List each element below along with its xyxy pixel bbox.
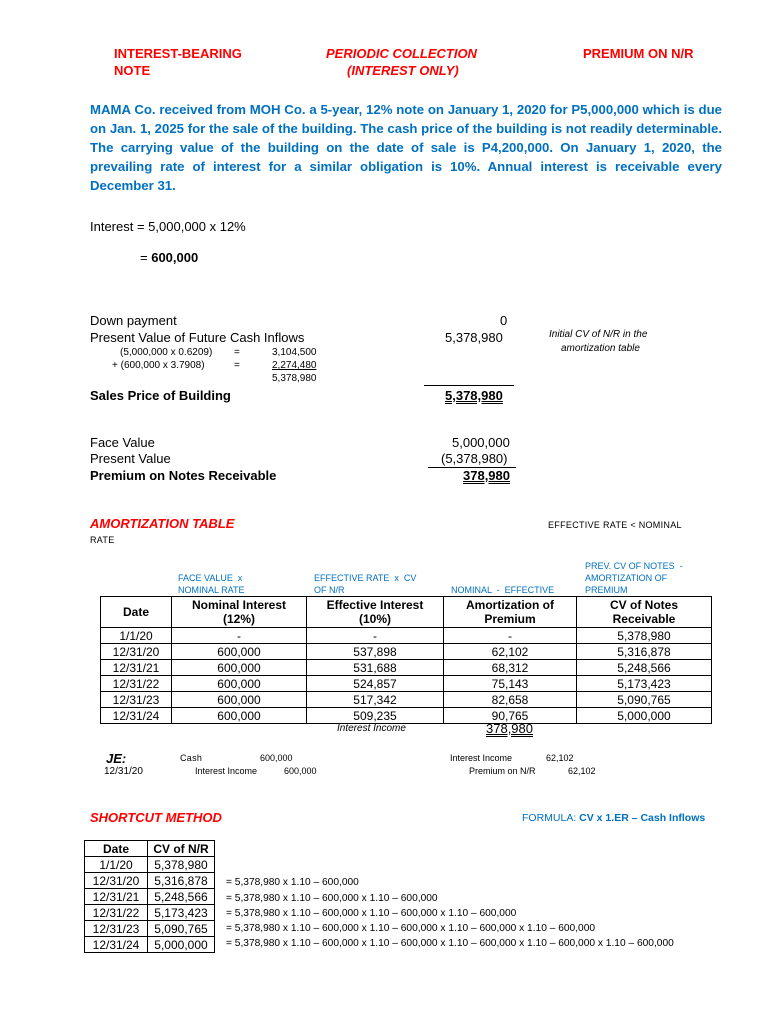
hint-cv: PREV. CV OF NOTES - AMORTIZATION OF PREMIUM — [585, 561, 683, 595]
je-left-dr-account: Cash — [180, 753, 203, 763]
header-center-line2: (INTEREST ONLY) — [347, 63, 459, 78]
shortcut-formula: FORMULA: CV x 1.ER – Cash Inflows — [522, 812, 706, 824]
cell-amortization: 75,143 — [444, 676, 577, 692]
shortcut-formula-line: = 5,378,980 x 1.10 – 600,000 x 1.10 – 600,000 — [226, 893, 438, 904]
cell-cv: 5,090,765 — [148, 921, 215, 937]
cv-note-line2: amortization table — [561, 343, 640, 354]
cell-nominal: 600,000 — [172, 660, 307, 676]
calc-total: 5,378,980 — [272, 373, 317, 384]
cell-nominal: 600,000 — [172, 692, 307, 708]
cell-cv: 5,173,423 — [577, 676, 712, 692]
cell-date: 12/31/21 — [101, 660, 172, 676]
face-value-label: Face Value — [90, 435, 155, 450]
sales-price-label: Sales Price of Building — [90, 388, 231, 403]
cell-date: 12/31/24 — [101, 708, 172, 724]
cell-cv: 5,378,980 — [148, 857, 215, 873]
table-row — [85, 905, 215, 921]
cell-cv: 5,378,980 — [577, 628, 712, 644]
je-right-cr-amount: 62,102 — [568, 766, 596, 776]
problem-statement: MAMA Co. received from MOH Co. a 5-year, 12% note on January 1, 2020 for P5,000,000 which is due on Jan. 1, 2025 for the sale of the building. The cash price of the building is not readily determinable. The carrying value of the building on the date of sale is P4,200,000. On January 1, 2020, the prevailing rate of interest for a similar obligation is 10%. Annual interest is receivable every December 31. — [90, 102, 722, 193]
table-row — [101, 676, 712, 692]
cell-date: 12/31/22 — [85, 905, 148, 921]
present-value-label: Present Value — [90, 451, 171, 466]
je-left-cr-account: Interest Income — [195, 766, 258, 776]
calc2-label: + (600,000 x 3.7908) — [112, 360, 205, 371]
cell-effective: 531,688 — [307, 660, 444, 676]
cell-date: 12/31/23 — [85, 921, 148, 937]
header-right: PREMIUM ON N/R — [583, 46, 694, 61]
header-left-line2: NOTE — [114, 63, 151, 78]
je-right-cr-account: Premium on N/R — [469, 766, 536, 776]
cell-date: 12/31/20 — [85, 873, 148, 889]
cell-nominal: 600,000 — [172, 676, 307, 692]
hint-nominal: FACE VALUE x NOMINAL RATE — [178, 573, 245, 595]
table-row — [85, 873, 215, 889]
shortcut-formula-line: = 5,378,980 x 1.10 – 600,000 x 1.10 – 600,000 x 1.10 – 600,000 x 1.10 – 600,000 — [226, 923, 596, 934]
col-date: Date — [85, 841, 148, 857]
cell-date: 1/1/20 — [101, 628, 172, 644]
col-date: Date — [101, 597, 172, 628]
calc2-eq: = — [234, 360, 240, 371]
shortcut-formula-line: = 5,378,980 x 1.10 – 600,000 x 1.10 – 600,000 x 1.10 – 600,000 x 1.10 – 600,000 x 1.10 – 600,000 — [226, 938, 674, 949]
col-amortization: Amortization of Premium — [444, 597, 577, 628]
cell-date: 12/31/21 — [85, 889, 148, 905]
cell-cv: 5,248,566 — [577, 660, 712, 676]
col-effective-interest: Effective Interest (10%) — [307, 597, 444, 628]
cell-amortization: 82,658 — [444, 692, 577, 708]
pv-value: 5,378,980 — [445, 330, 503, 345]
cell-date: 12/31/22 — [101, 676, 172, 692]
amortization-total: 378,980 — [486, 721, 533, 736]
je-date: 12/31/20 — [104, 766, 143, 777]
cell-amortization: - — [444, 628, 577, 644]
hint-amortization: NOMINAL - EFFECTIVE — [451, 585, 555, 595]
shortcut-title: SHORTCUT METHOD — [90, 810, 222, 825]
face-value: 5,000,000 — [452, 435, 510, 450]
rate-note-line1: EFFECTIVE RATE < NOMINAL — [548, 520, 682, 530]
table-row — [101, 628, 712, 644]
table-header-row — [85, 841, 215, 857]
amortization-title: AMORTIZATION TABLE — [90, 516, 235, 531]
cell-cv: 5,316,878 — [577, 644, 712, 660]
premium-value: 378,980 — [463, 468, 510, 483]
interest-formula: Interest = 5,000,000 x 12% — [90, 219, 246, 234]
sales-price-rule — [424, 385, 514, 386]
col-cv-nr: CV of N/R — [148, 841, 215, 857]
table-row — [85, 937, 215, 953]
cell-effective: 517,342 — [307, 692, 444, 708]
cell-cv: 5,000,000 — [577, 708, 712, 724]
shortcut-formula-line: = 5,378,980 x 1.10 – 600,000 — [226, 877, 359, 888]
cell-cv: 5,316,878 — [148, 873, 215, 889]
calc1-value: 3,104,500 — [272, 347, 317, 358]
cell-nominal: - — [172, 628, 307, 644]
pv-label: Present Value of Future Cash Inflows — [90, 330, 305, 345]
cell-cv: 5,090,765 — [577, 692, 712, 708]
table-row — [101, 708, 712, 724]
sales-price-value: 5,378,980 — [445, 388, 503, 403]
cell-nominal: 600,000 — [172, 644, 307, 660]
cell-effective: 537,898 — [307, 644, 444, 660]
table-row — [101, 692, 712, 708]
cell-date: 12/31/24 — [85, 937, 148, 953]
present-value: (5,378,980) — [441, 451, 508, 466]
down-payment-label: Down payment — [90, 313, 177, 328]
cell-date: 12/31/20 — [101, 644, 172, 660]
je-right-dr-account: Interest Income — [450, 753, 513, 763]
cv-note-line1: Initial CV of N/R in the — [549, 329, 648, 340]
cell-cv: 5,173,423 — [148, 905, 215, 921]
cell-nominal: 600,000 — [172, 708, 307, 724]
col-nominal-interest: Nominal Interest (12%) — [172, 597, 307, 628]
table-row — [85, 857, 215, 873]
col-cv-notes: CV of Notes Receivable — [577, 597, 712, 628]
table-row — [101, 644, 712, 660]
je-left-cr-amount: 600,000 — [284, 766, 317, 776]
cell-date: 1/1/20 — [85, 857, 148, 873]
interest-result: = 600,000 — [140, 250, 199, 265]
calc1-eq: = — [234, 347, 240, 358]
rate-note-line2: RATE — [90, 535, 115, 545]
je-right-dr-amount: 62,102 — [546, 753, 574, 763]
cell-effective: 509,235 — [307, 708, 444, 724]
table-row — [85, 889, 215, 905]
cell-effective: - — [307, 628, 444, 644]
shortcut-table — [84, 840, 215, 953]
cell-effective: 524,857 — [307, 676, 444, 692]
hint-effective: EFFECTIVE RATE x CV OF N/R — [314, 573, 417, 595]
header-center-line1: PERIODIC COLLECTION — [326, 46, 477, 61]
cell-cv: 5,000,000 — [148, 937, 215, 953]
cell-cv: 5,248,566 — [148, 889, 215, 905]
premium-label: Premium on Notes Receivable — [90, 468, 277, 483]
table-header-row — [101, 597, 712, 628]
calc1-label: (5,000,000 x 0.6209) — [120, 347, 213, 358]
header-left-line1: INTEREST-BEARING — [114, 46, 242, 61]
amortization-table — [100, 596, 712, 724]
cell-amortization: 68,312 — [444, 660, 577, 676]
je-label: JE: — [106, 751, 127, 766]
table-row — [85, 921, 215, 937]
je-left-dr-amount: 600,000 — [260, 753, 293, 763]
shortcut-formula-line: = 5,378,980 x 1.10 – 600,000 x 1.10 – 600,000 x 1.10 – 600,000 — [226, 908, 517, 919]
cell-amortization: 90,765 — [444, 708, 577, 724]
cell-amortization: 62,102 — [444, 644, 577, 660]
cell-date: 12/31/23 — [101, 692, 172, 708]
interest-income-footer-label: Interest Income — [337, 723, 406, 734]
calc2-value: 2,274,480 — [272, 360, 317, 371]
down-payment-value: 0 — [500, 313, 508, 328]
table-row — [101, 660, 712, 676]
